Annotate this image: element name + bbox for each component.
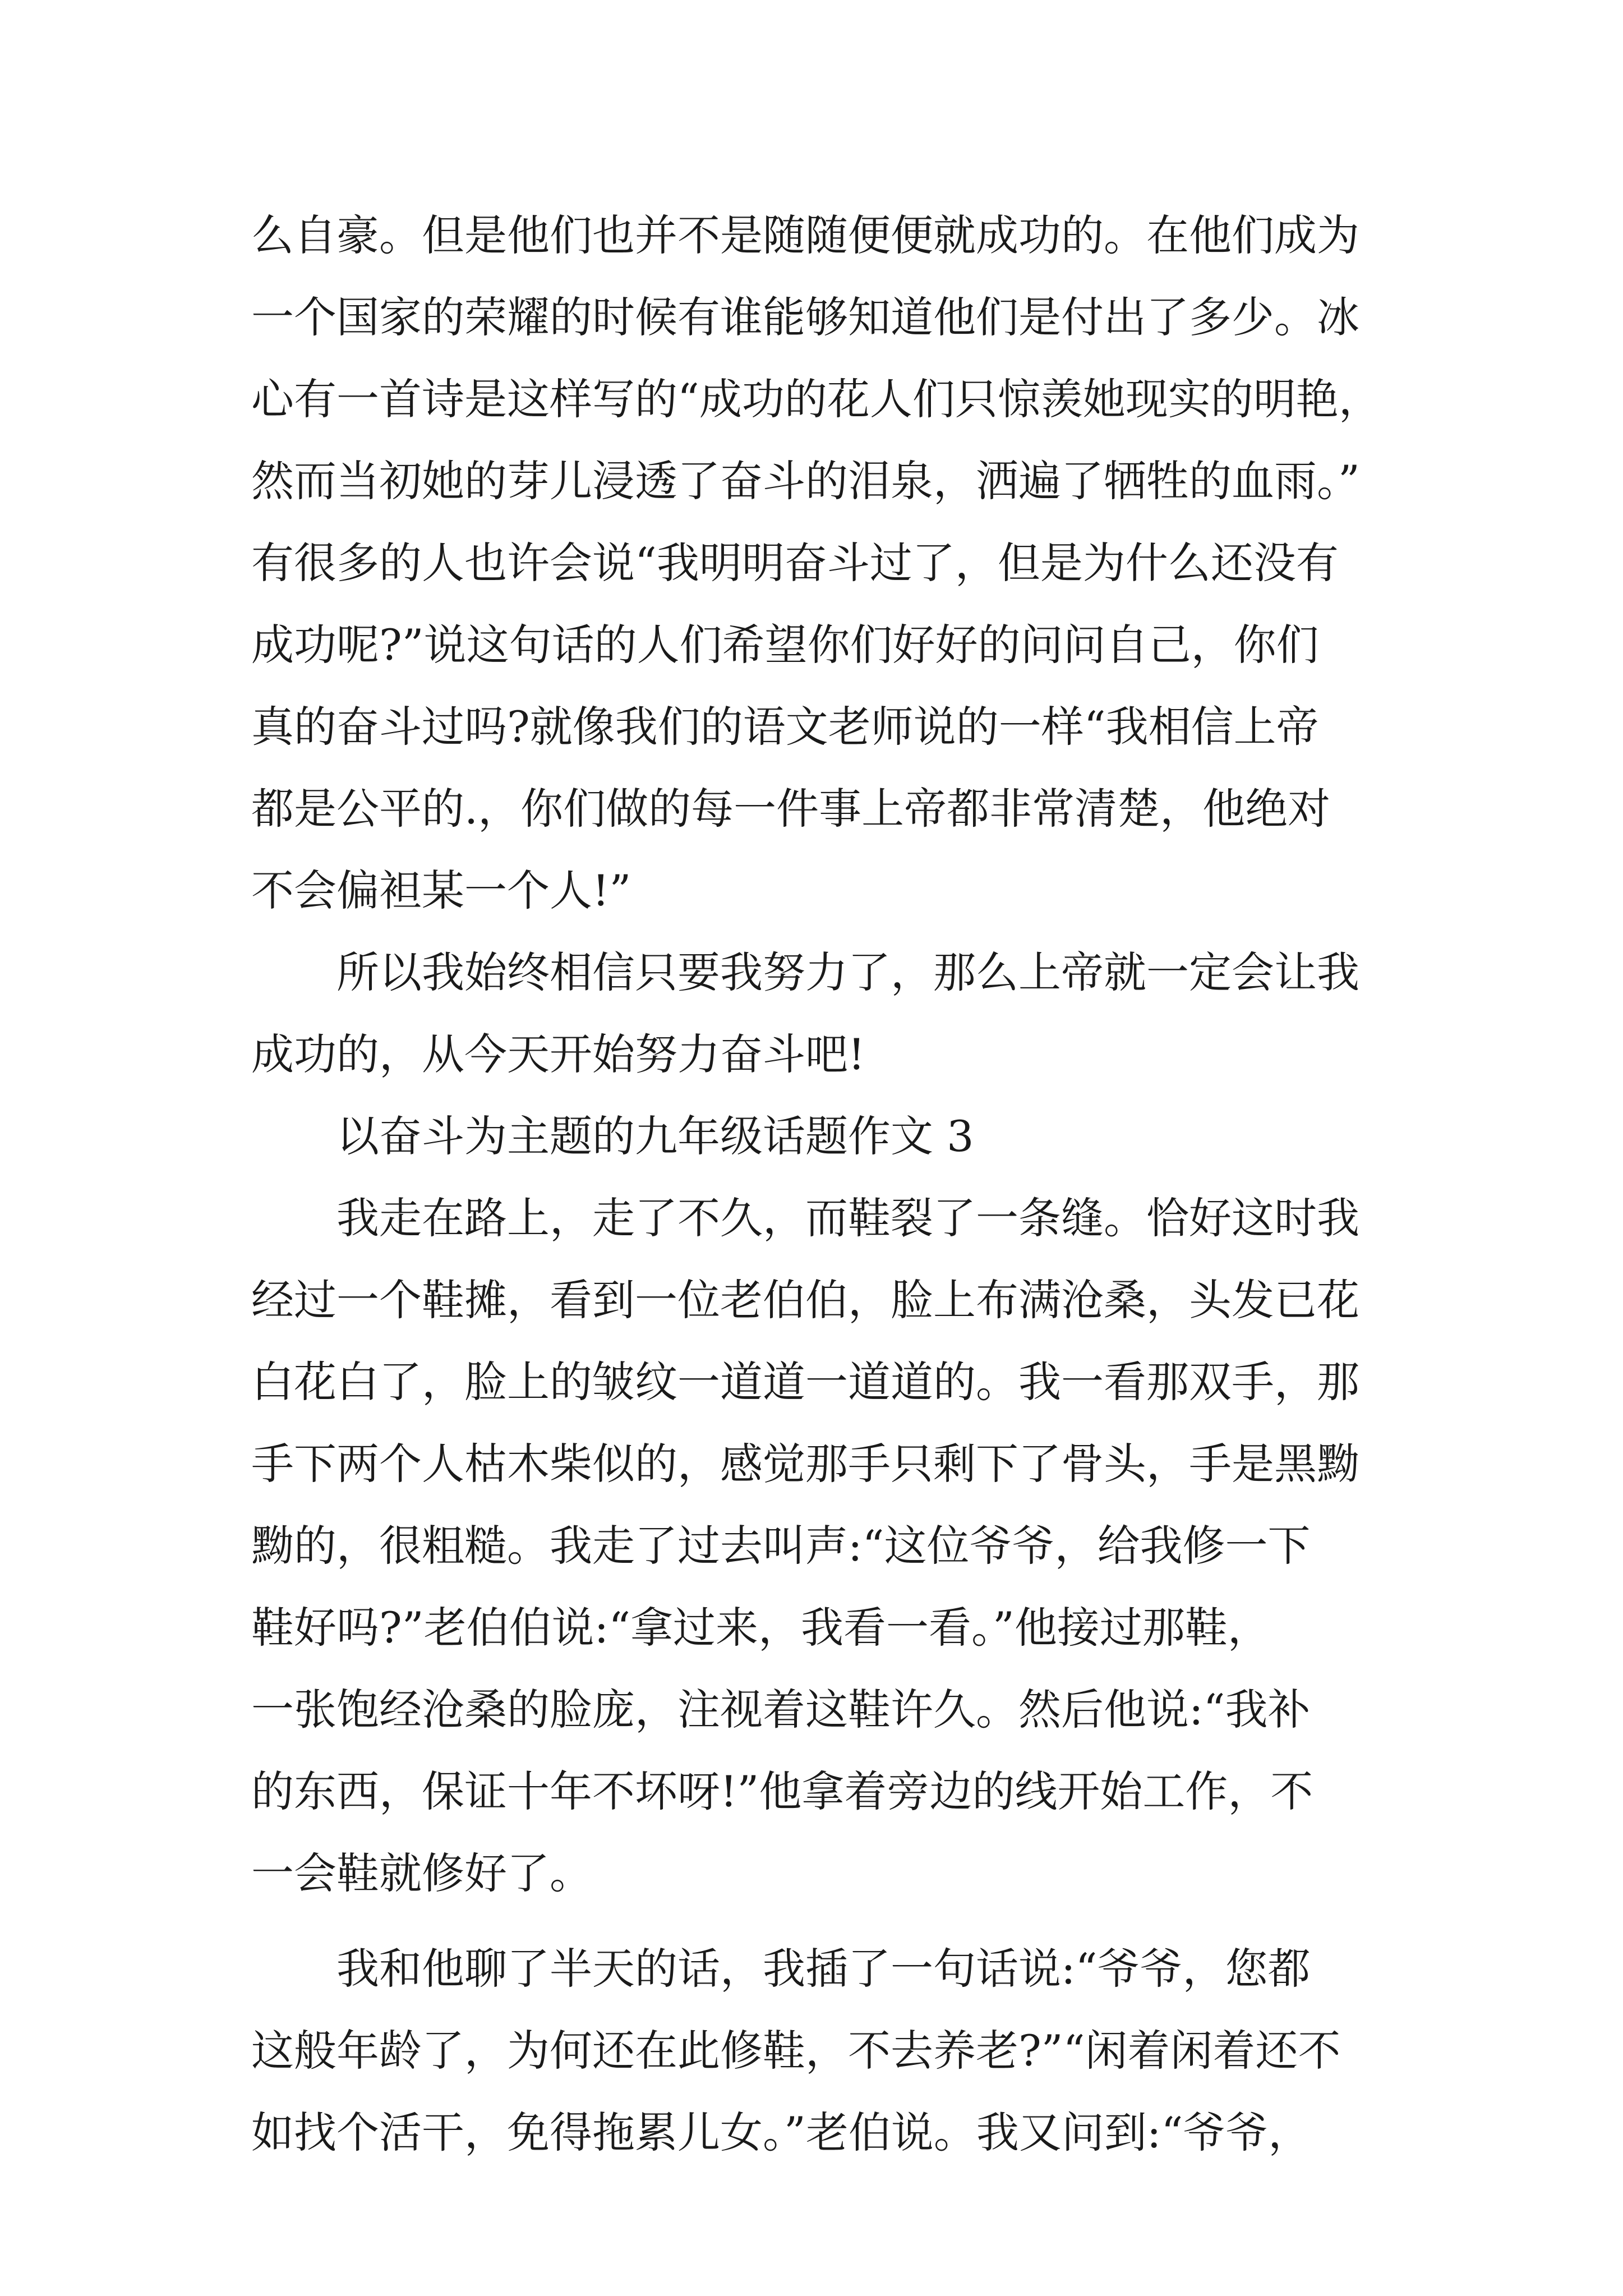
section-heading: 以奋斗为主题的九年级话题作文 3 [336, 1111, 974, 1161]
text-line: 么自豪。但是他们也并不是随随便便就成功的。在他们成为 [251, 210, 1359, 260]
text-line: 白花白了，脸上的皱纹一道道一道道的。我一看那双手，那 [251, 1357, 1359, 1407]
text-line: 一个国家的荣耀的时候有谁能够知道他们是付出了多少。冰 [251, 292, 1359, 342]
text-line: 一会鞋就修好了。 [251, 1848, 592, 1898]
text-line: 有很多的人也许会说“我明明奋斗过了，但是为什么还没有 [251, 538, 1339, 588]
text-line: 一张饱经沧桑的脸庞，注视着这鞋许久。然后他说:“我补 [251, 1685, 1311, 1734]
text-line: 都是公平的.，你们做的每一件事上帝都非常清楚，他绝对 [251, 784, 1331, 834]
text-line: 我走在路上，走了不久，而鞋裂了一条缝。恰好这时我 [336, 1193, 1359, 1243]
text-line: 然而当初她的芽儿浸透了奋斗的泪泉，洒遍了牺牲的血雨。” [251, 456, 1360, 506]
text-line: 真的奋斗过吗?就像我们的语文老师说的一样“我相信上帝 [251, 702, 1319, 752]
text-line: 经过一个鞋摊，看到一位老伯伯，脸上布满沧桑，头发已花 [251, 1275, 1359, 1325]
text-line: 这般年龄了，为何还在此修鞋，不去养老?”“闲着闲着还不 [251, 2026, 1341, 2076]
text-line: 的东西，保证十年不坏呀!”他拿着旁边的线开始工作，不 [251, 1766, 1313, 1816]
text-line: 成功的，从今天开始努力奋斗吧! [251, 1029, 865, 1079]
text-line: 手下两个人枯木柴似的，感觉那手只剩下了骨头，手是黑黝 [251, 1439, 1359, 1489]
text-line: 心有一首诗是这样写的“成功的花人们只惊羡她现实的明艳， [251, 374, 1381, 424]
text-line: 鞋好吗?”老伯伯说:“拿过来，我看一看。”他接过那鞋， [251, 1603, 1270, 1653]
text-line: 黝的，很粗糙。我走了过去叫声:“这位爷爷，给我修一下 [251, 1521, 1311, 1571]
text-line: 我和他聊了半天的话，我插了一句话说:“爷爷，您都 [336, 1944, 1311, 1994]
text-line: 成功呢?”说这句话的人们希望你们好好的问问自己，你们 [251, 620, 1319, 670]
text-line: 不会偏袒某一个人!” [251, 866, 631, 915]
text-line: 所以我始终相信只要我努力了，那么上帝就一定会让我 [336, 947, 1359, 997]
text-line: 如找个活干，免得拖累儿女。”老伯说。我又问到:“爷爷， [251, 2108, 1311, 2157]
